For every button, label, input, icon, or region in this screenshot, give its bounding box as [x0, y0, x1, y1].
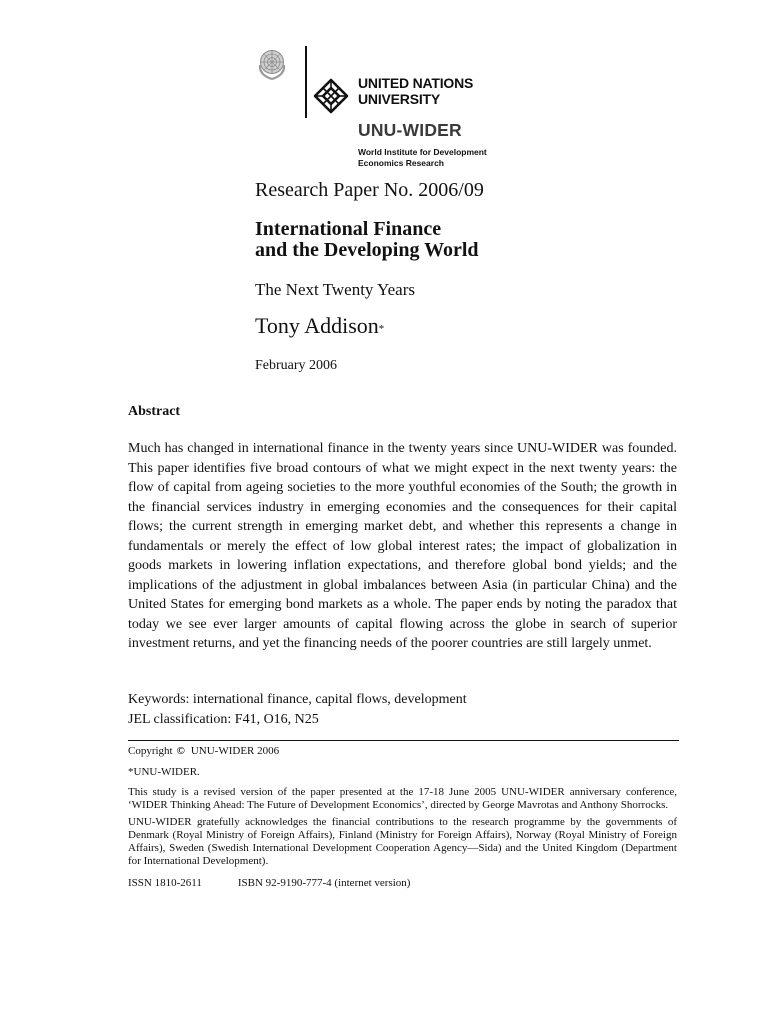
title-block [255, 177, 695, 375]
issn: ISSN 1810-2611 [128, 877, 202, 889]
publication-date: February 2006 [255, 358, 338, 373]
unu-logo-icon [310, 76, 352, 116]
paper-title [255, 219, 695, 261]
footer-divider [128, 740, 679, 741]
funding-acknowledgement: UNU-WIDER gratefully acknowledges the financial contributions to the research programme by the governments of Denmark (Royal Ministry of Foreign Affairs), Finland (Ministry for Foreign Affairs), Norway (Royal Ministry of Foreign Affairs), Sweden (Swedish International Development Cooperation Agency—Sida) and the United Kingdom (Department for International Development). [128, 816, 677, 867]
copyright-label: Copyright [128, 745, 173, 757]
logo-divider [305, 46, 307, 118]
copyright-symbol: © [176, 745, 185, 757]
series-number: Research Paper No. 2006/09 [255, 179, 484, 201]
isbn: ISBN 92-9190-777-4 (internet version) [237, 877, 411, 889]
copyright-line [128, 745, 677, 758]
footnotes [128, 745, 677, 890]
author-name: Tony Addison [255, 313, 379, 338]
keywords-line: Keywords: international finance, capital flows, development [128, 692, 467, 707]
unu-wider-logo [255, 42, 535, 177]
keywords-block [128, 690, 467, 729]
wider-full-name-line2: Economics Research [358, 158, 444, 168]
author-affiliation: *UNU-WIDER. [128, 766, 200, 778]
author [255, 313, 695, 342]
wider-name: UNU-WIDER [358, 120, 462, 140]
paper-title-line1: International Finance [255, 218, 442, 240]
university-name-line1: UNITED NATIONS [358, 75, 474, 91]
author-footnote-mark: * [378, 323, 385, 335]
jel-classification: JEL classification: F41, O16, N25 [128, 711, 319, 727]
abstract-body: Much has changed in international finance in the twenty years since UNU-WIDER was founded. This paper identifies five broad contours of what we might expect in the next twenty years: the flow of capital from ageing societies to the more youthful economies of the South; the growth in the financial services industry in emerging economies and the consequences for their capital flows; the current strength in emerging market debt, and whether this represents a change in fundamentals or merely the effect of low global interest rates; the impact of globalization in goods markets in lowering inflation expectations, and therefore global bond yields; and the implications of the adjustment in global imbalances between Asia (in particular China) and the United States for emerging bond markets as a whole. The paper ends by noting the paradox that today we see ever larger amounts of capital flowing across the globe in search of superior investment returns, and yet the financing needs of the poorer countries are still largely unmet. [128, 441, 677, 651]
publication-identifiers [128, 877, 677, 890]
university-name [358, 75, 473, 107]
wider-full-name-line1: World Institute for Development [358, 147, 487, 157]
wider-full-name [358, 147, 487, 169]
revision-note: This study is a revised version of the paper presented at the 17-18 June 2005 UNU-WIDER anniversary conference, ‘WIDER Thinking Ahead: The Future of Development Economics’, directed by George Mavrotas and Anthony Shorrocks. [128, 786, 677, 811]
paper-subtitle: The Next Twenty Years [255, 280, 415, 299]
un-emblem-icon [257, 48, 287, 82]
copyright-holder: UNU-WIDER 2006 [190, 745, 280, 757]
paper-title-line2: and the Developing World [255, 239, 479, 261]
university-name-line2: UNIVERSITY [358, 91, 441, 107]
abstract-heading: Abstract [128, 404, 181, 419]
